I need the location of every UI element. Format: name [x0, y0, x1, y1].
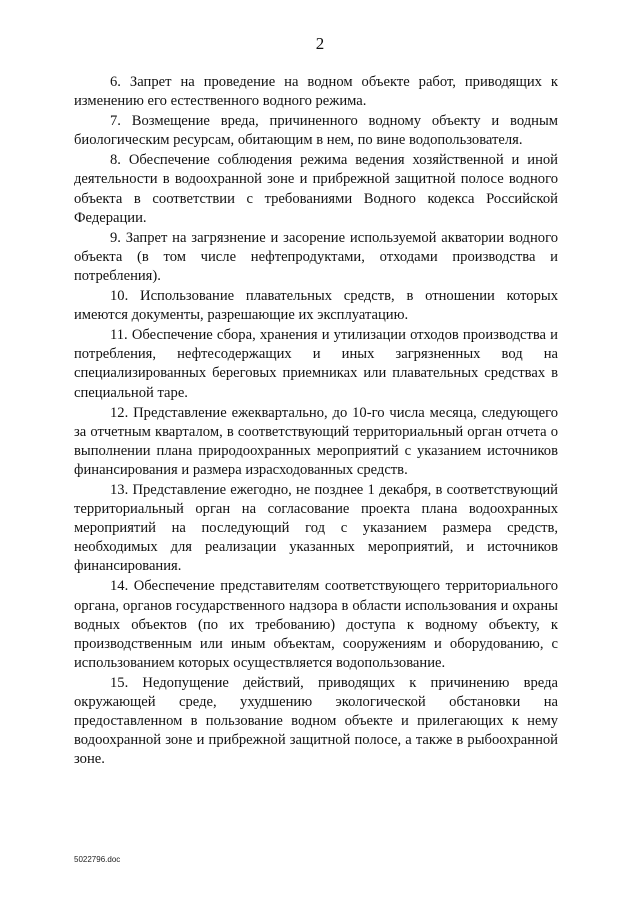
- paragraph-11: 11. Обеспечение сбора, хранения и утилизации отходов производства и потребления, нефтесодержащих и иных загрязненных вод на специализированных береговых приемниках или плавательных средствах в специальной таре.: [74, 327, 558, 401]
- paragraph-14: 14. Обеспечение представителям соответствующего территориального органа, органов государственного надзора в области использования и охраны водных объектов (по их требованию) доступа к водному объекту, к производственным или иным объектам, сооружениям и оборудованию, с использованием которых осуществляется водопользование.: [74, 578, 558, 671]
- paragraph-9: 9. Запрет на загрязнение и засорение используемой акватории водного объекта (в том числе нефтепродуктами, отходами производства и потребления).: [74, 229, 558, 284]
- paragraph-8: 8. Обеспечение соблюдения режима ведения хозяйственной и иной деятельности в водоохранной зоне и прибрежной защитной полосе водного объекта в соответствии с требованиями Водного кодекса Российской Федерации.: [74, 152, 558, 226]
- paragraph-6: 6. Запрет на проведение на водном объекте работ, приводящих к изменению его естественного водного режима.: [74, 74, 558, 110]
- paragraph-12: 12. Представление ежеквартально, до 10-го числа месяца, следующего за отчетным кварталом, в соответствующий территориальный орган отчета о выполнении плана природоохранных мероприятий с указанием источников финансирования и размера израсходованных средств.: [74, 404, 558, 478]
- document-filename: 5022796.doc: [74, 855, 121, 864]
- document-body: [74, 73, 558, 770]
- paragraph-13: 13. Представление ежегодно, не позднее 1 декабря, в соответствующий территориальный орган на согласование проекта плана водоохранных мероприятий на последующий год с указанием размера средств, необходимых для реализации указанных мероприятий, и источников финансирования.: [74, 481, 558, 575]
- paragraph-15: 15. Недопущение действий, приводящих к причинению вреда окружающей среде, ухудшению экологической обстановки на предоставленном в пользование водном объекте и прилегающих к нему водоохранной зоне и прибрежной защитной полосе, а также в рыбоохранной зоне.: [74, 674, 558, 768]
- paragraph-7: 7. Возмещение вреда, причиненного водному объекту и водным биологическим ресурсам, обитающим в нем, по вине водопользователя.: [74, 113, 558, 149]
- paragraph-10: 10. Использование плавательных средств, в отношении которых имеются документы, разрешающие их эксплуатацию.: [74, 288, 558, 324]
- page-number: 2: [315, 34, 325, 53]
